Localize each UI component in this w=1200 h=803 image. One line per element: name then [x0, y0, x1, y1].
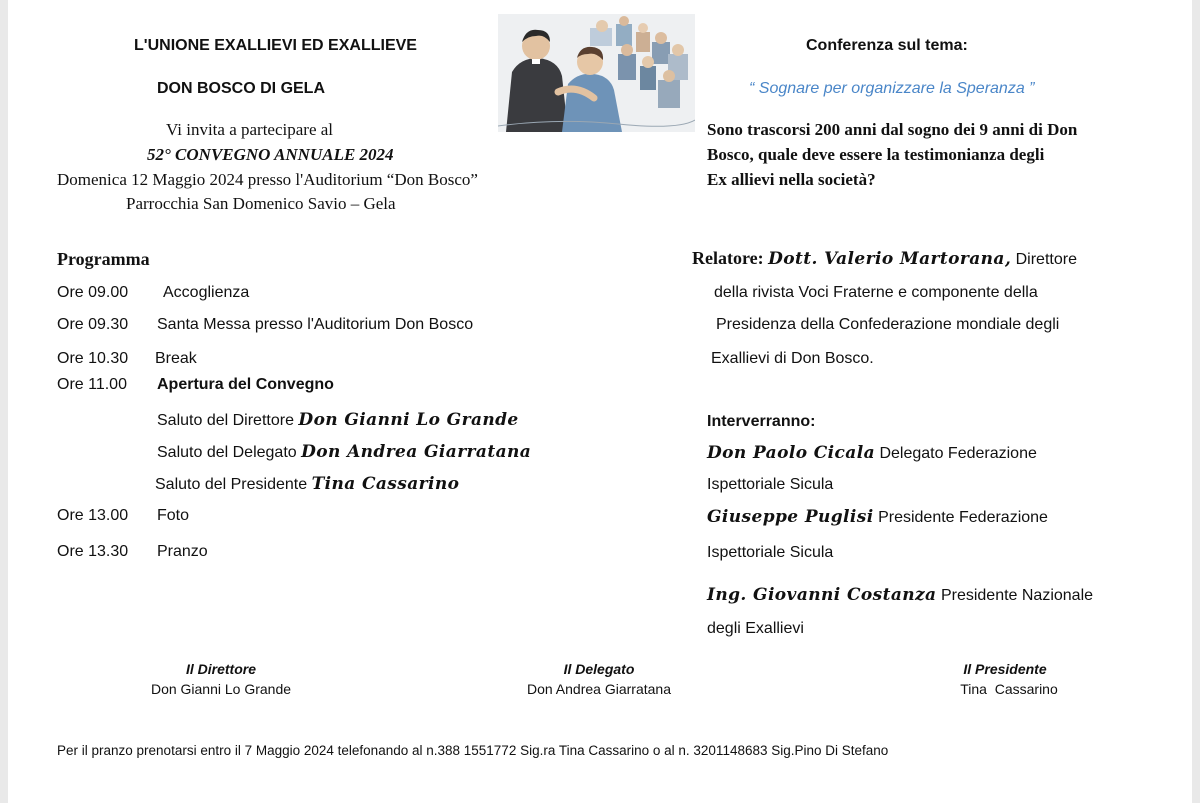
saluto-name: Don Andrea Giarratana — [301, 442, 532, 462]
speaker-role-cont: degli Exallievi — [707, 620, 804, 637]
saluto-prefix: Saluto del Direttore — [157, 412, 294, 429]
program-item: Accoglienza — [163, 284, 250, 301]
signature-title: Il Presidente — [963, 661, 1047, 677]
don-bosco-illustration — [498, 14, 695, 132]
program-time: Ore 10.30 — [57, 350, 129, 367]
relatore-role: Direttore — [1015, 251, 1077, 268]
signature-name: Tina Cassarino — [960, 681, 1058, 697]
event-title: 52° CONVEGNO ANNUALE 2024 — [147, 145, 394, 164]
signature-title: Il Delegato — [563, 661, 635, 677]
speaker-line — [707, 507, 1048, 527]
intro-line-2: Bosco, quale deve essere la testimonianza degli — [707, 145, 1045, 164]
signature-title: Il Direttore — [185, 661, 257, 677]
relatore-name: Dott. Valerio Martorana, — [768, 249, 1012, 269]
saluto-name: Don Gianni Lo Grande — [298, 410, 519, 430]
program-time: Ore 09.00 — [57, 284, 129, 301]
program-item: Santa Messa presso l'Auditorium Don Bosco — [157, 316, 474, 333]
speaker-role: Presidente Federazione — [878, 509, 1048, 526]
interverranno-title: Interverranno: — [707, 413, 816, 430]
speaker-role: Presidente Nazionale — [940, 587, 1094, 604]
event-parish: Parrocchia San Domenico Savio – Gela — [126, 194, 396, 213]
speaker-name: Ing. Giovanni Costanza — [707, 585, 937, 605]
saluto-presidente — [155, 474, 459, 494]
relatore-role-line: Presidenza della Confederazione mondiale degli — [716, 316, 1060, 333]
speaker-name: Giuseppe Puglisi — [707, 507, 874, 527]
conference-theme: “ Sognare per organizzare la Speranza ” — [749, 80, 1035, 97]
speaker-line — [707, 443, 1037, 463]
relatore-line — [692, 248, 1077, 269]
saluto-prefix: Saluto del Delegato — [157, 444, 297, 461]
relatore-role-line: della rivista Voci Fraterne e componente della — [714, 284, 1038, 301]
program-time: Ore 13.30 — [57, 543, 129, 560]
footer-note: Per il pranzo prenotarsi entro il 7 Maggio 2024 telefonando al n.388 1551772 Sig.ra Tina Cassarino o al n. 3201148683 Sig.Pino Di Stefano — [57, 743, 889, 758]
program-item: Break — [155, 350, 197, 367]
event-date-place: Domenica 12 Maggio 2024 presso l'Auditorium “Don Bosco” — [57, 170, 478, 189]
program-item: Apertura del Convegno — [157, 376, 334, 393]
program-item: Foto — [157, 507, 190, 524]
signature-name: Don Gianni Lo Grande — [150, 681, 292, 697]
speaker-name: Don Paolo Cicala — [707, 443, 875, 463]
intro-line-3: Ex allievi nella società? — [707, 170, 876, 189]
program-item: Pranzo — [157, 543, 208, 560]
invite-text: Vi invita a partecipare al — [166, 120, 334, 139]
org-name-line1: L'UNIONE EXALLIEVI ED EXALLIEVE — [134, 37, 417, 54]
saluto-direttore — [157, 410, 519, 430]
saluto-delegato — [157, 442, 531, 462]
speaker-role-cont: Ispettoriale Sicula — [707, 544, 834, 561]
program-time: Ore 11.00 — [57, 376, 127, 393]
relatore-label: Relatore: — [692, 248, 764, 268]
saluto-prefix: Saluto del Presidente — [155, 476, 308, 493]
speaker-line — [707, 585, 1093, 605]
program-time: Ore 13.00 — [57, 507, 129, 524]
signature-name: Don Andrea Giarratana — [527, 681, 671, 697]
invitation-document — [8, 0, 1192, 803]
speaker-role-cont: Ispettoriale Sicula — [707, 476, 834, 493]
conference-label: Conferenza sul tema: — [806, 37, 968, 54]
intro-line-1: Sono trascorsi 200 anni dal sogno dei 9 anni di Don — [707, 120, 1078, 139]
program-time: Ore 09.30 — [57, 316, 129, 333]
programma-title: Programma — [57, 249, 150, 269]
speaker-role: Delegato Federazione — [879, 445, 1037, 462]
relatore-role-line: Exallievi di Don Bosco. — [711, 350, 874, 367]
org-name-line2: DON BOSCO DI GELA — [157, 80, 326, 97]
saluto-name: Tina Cassarino — [311, 474, 460, 494]
